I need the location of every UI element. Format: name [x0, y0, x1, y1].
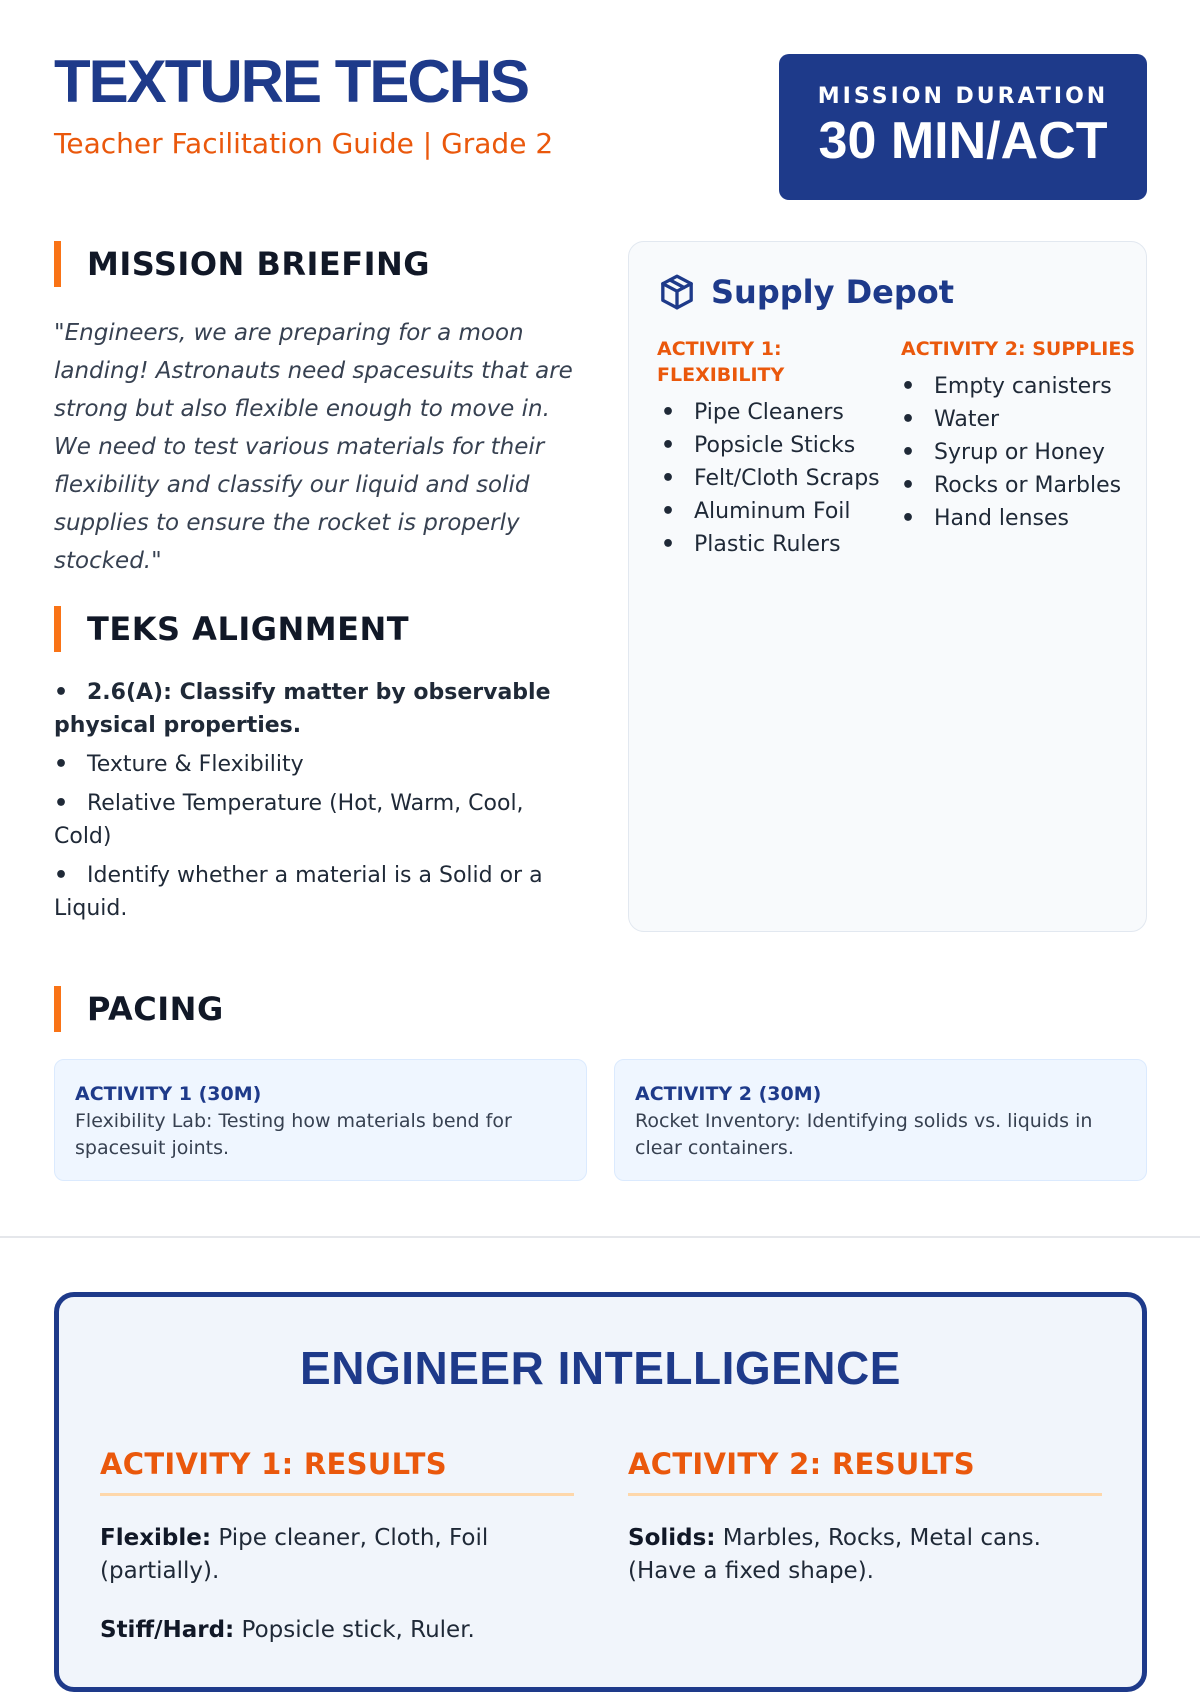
activity-2-results — [628, 1447, 1102, 1588]
teks-item: • 2.6(A): Classify matter by observable physical properties. — [54, 676, 574, 742]
list-item: • Water — [901, 403, 1141, 436]
results-text: Marbles, Rocks, Metal cans. (Have a fixed shape). — [628, 1525, 1041, 1584]
supply-depot-title: Supply Depot — [711, 273, 955, 311]
results-label: Stiff/Hard: — [100, 1617, 235, 1643]
pacing-card-title: ACTIVITY 2 (30M) — [635, 1083, 822, 1105]
teks-item: • Texture & Flexibility — [54, 748, 574, 781]
list-item: • Felt/Cloth Scraps — [657, 462, 887, 495]
results-label: Solids: — [628, 1525, 716, 1551]
list-item: • Empty canisters — [901, 370, 1141, 403]
pacing-card-desc: Rocket Inventory: Identifying solids vs. liquids in clear containers. — [635, 1110, 1093, 1159]
pacing-heading: PACING — [54, 986, 224, 1032]
list-item: • Syrup or Honey — [901, 436, 1141, 469]
page-subtitle: Teacher Facilitation Guide | Grade 2 — [54, 127, 554, 160]
results-solids — [628, 1522, 1102, 1588]
teks-item: • Relative Temperature (Hot, Warm, Cool, Cold) — [54, 787, 574, 853]
list-item: • Pipe Cleaners — [657, 396, 887, 429]
pacing-card-desc: Flexibility Lab: Testing how materials bend for spacesuit joints. — [75, 1110, 512, 1159]
mission-briefing-heading: MISSION BRIEFING — [54, 241, 430, 287]
teks-list — [54, 676, 574, 931]
activity-1-results-heading: ACTIVITY 1: RESULTS — [100, 1447, 574, 1496]
results-flexible — [100, 1522, 574, 1588]
engineer-intelligence-card — [54, 1292, 1147, 1692]
results-text: Pipe cleaner, Cloth, Foil (partially). — [100, 1525, 489, 1584]
duration-label: MISSION DURATION — [817, 84, 1109, 109]
pacing-card-activity-2 — [614, 1059, 1147, 1181]
activity-1-results — [100, 1447, 574, 1647]
page-divider — [0, 1236, 1200, 1238]
mission-duration-badge — [779, 54, 1147, 200]
page-title: TEXTURE TECHS — [54, 48, 529, 115]
supply-activity-2 — [901, 336, 1141, 535]
activity-2-results-heading: ACTIVITY 2: RESULTS — [628, 1447, 1102, 1496]
results-text: Popsicle stick, Ruler. — [234, 1617, 475, 1643]
engineer-intelligence-title: ENGINEER INTELLIGENCE — [300, 1342, 901, 1394]
mission-briefing-text: "Engineers, we are preparing for a moon landing! Astronauts need spacesuits that are strong but also flexible enough to move in. We need to test various materials for their flexibility and classify our liquid and solid supplies to ensure the rocket is properly stocked." — [54, 320, 573, 574]
results-stiff — [100, 1614, 574, 1647]
box-icon — [657, 272, 697, 312]
supply-activity-1 — [657, 336, 887, 561]
supply-activity-2-list — [901, 370, 1141, 535]
list-item: • Aluminum Foil — [657, 495, 887, 528]
teks-item: • Identify whether a material is a Solid or a Liquid. — [54, 859, 574, 925]
results-label: Flexible: — [100, 1525, 212, 1551]
list-item: • Popsicle Sticks — [657, 429, 887, 462]
list-item: • Plastic Rulers — [657, 528, 887, 561]
supply-activity-2-heading: ACTIVITY 2: SUPPLIES — [901, 338, 1136, 360]
teks-heading: TEKS ALIGNMENT — [54, 606, 409, 652]
list-item: • Hand lenses — [901, 502, 1141, 535]
supply-activity-1-heading: ACTIVITY 1: FLEXIBILITY — [657, 338, 785, 386]
pacing-card-title: ACTIVITY 1 (30M) — [75, 1083, 262, 1105]
duration-value: 30 MIN/ACT — [818, 112, 1108, 170]
pacing-card-activity-1 — [54, 1059, 587, 1181]
supply-depot-header — [657, 272, 954, 312]
supply-activity-1-list — [657, 396, 887, 561]
list-item: • Rocks or Marbles — [901, 469, 1141, 502]
supply-depot-card — [628, 241, 1147, 932]
